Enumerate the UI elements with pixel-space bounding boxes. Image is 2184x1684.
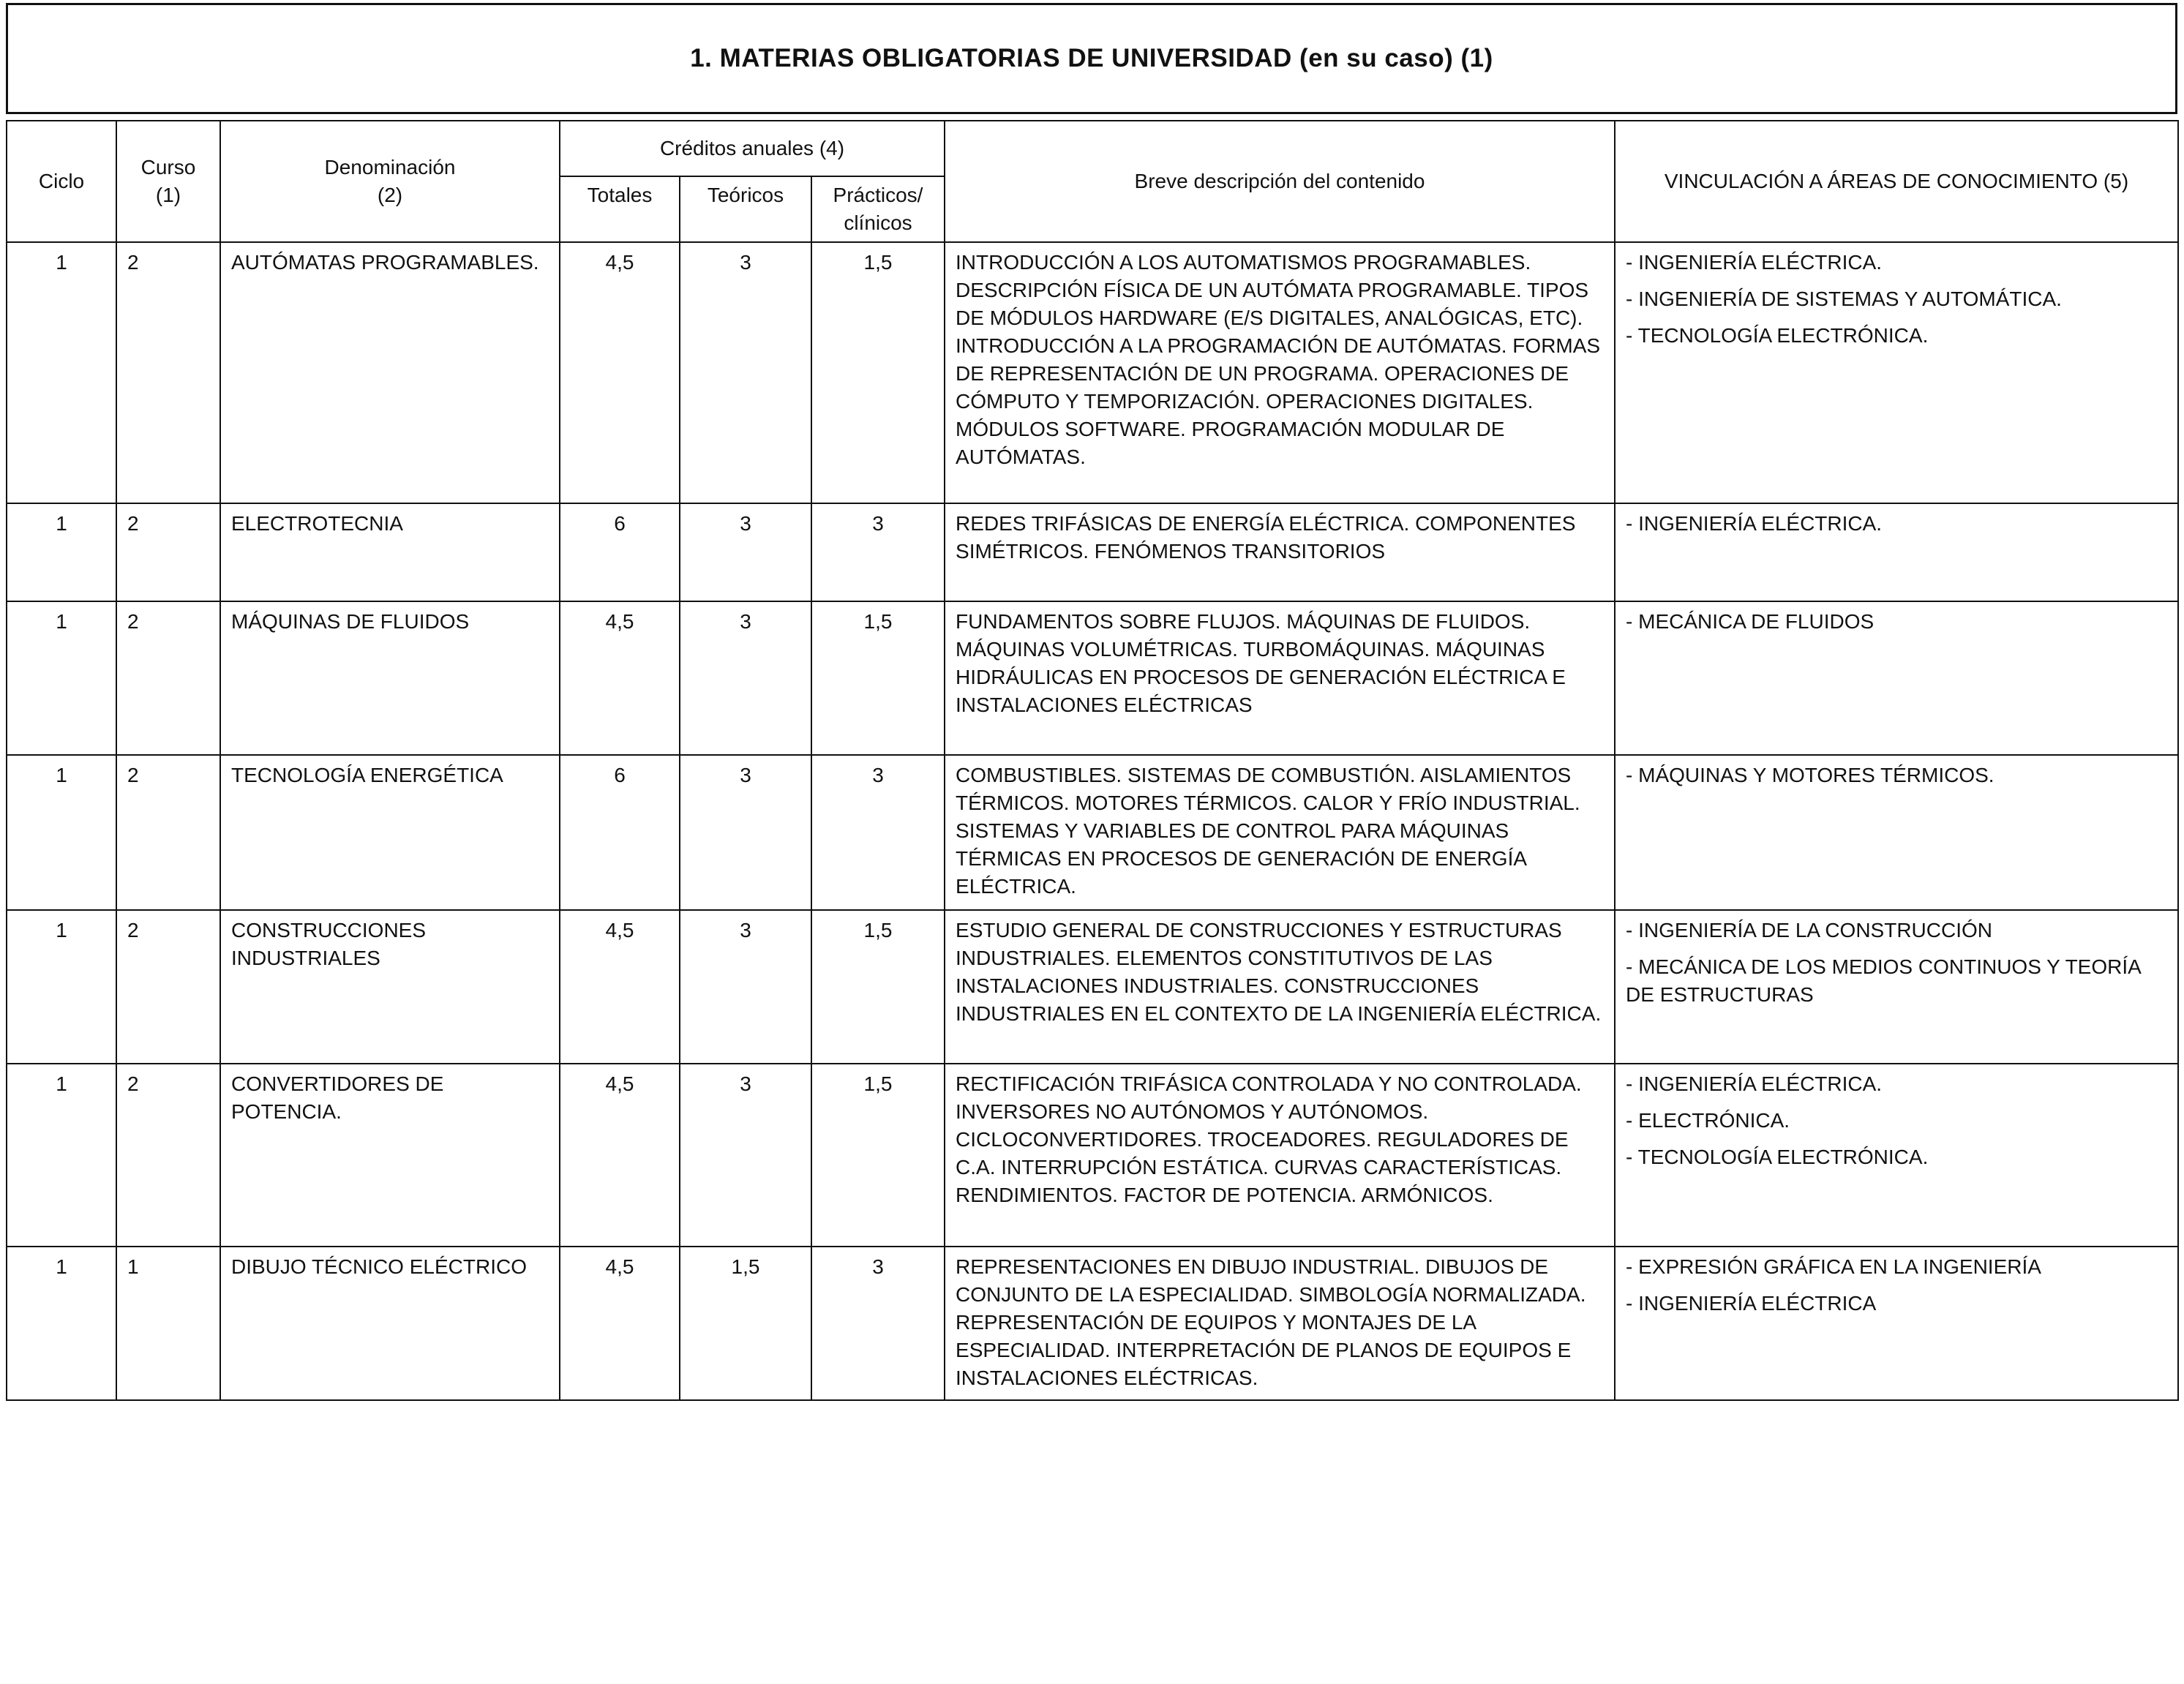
cell-curso: 2 bbox=[116, 910, 220, 1064]
cell-ciclo: 1 bbox=[7, 242, 116, 503]
cell-teoricos: 3 bbox=[680, 242, 811, 503]
cell-ciclo: 1 bbox=[7, 601, 116, 755]
cell-totales: 4,5 bbox=[560, 242, 680, 503]
header-vinculacion: VINCULACIÓN A ÁREAS DE CONOCIMIENTO (5) bbox=[1615, 121, 2178, 242]
cell-denominacion: MÁQUINAS DE FLUIDOS bbox=[220, 601, 560, 755]
cell-descripcion: RECTIFICACIÓN TRIFÁSICA CONTROLADA Y NO CONTROLADA. INVERSORES NO AUTÓNOMOS Y AUTÓNOMOS. CICLOCONVERTIDORES. TROCEADORES. REGULADORES DE C.A. INTERRUPCIÓN ESTÁTICA. CURVAS CARACTERÍSTICAS. RENDIMIENTOS. FACTOR DE POTENCIA. ARMÓNICOS. bbox=[945, 1064, 1615, 1247]
cell-practicos: 1,5 bbox=[811, 1064, 945, 1247]
cell-curso: 2 bbox=[116, 601, 220, 755]
cell-teoricos: 1,5 bbox=[680, 1247, 811, 1400]
header-curso: Curso (1) bbox=[116, 121, 220, 242]
table-row bbox=[7, 503, 2178, 601]
table-row bbox=[7, 1247, 2178, 1400]
cell-denominacion: DIBUJO TÉCNICO ELÉCTRICO bbox=[220, 1247, 560, 1400]
table-body bbox=[7, 242, 2178, 1400]
area-item: - INGENIERÍA DE SISTEMAS Y AUTOMÁTICA. bbox=[1626, 287, 2062, 310]
title-box bbox=[6, 3, 2177, 114]
cell-ciclo: 1 bbox=[7, 503, 116, 601]
cell-denominacion: CONVERTIDORES DE POTENCIA. bbox=[220, 1064, 560, 1247]
cell-curso: 2 bbox=[116, 503, 220, 601]
cell-teoricos: 3 bbox=[680, 601, 811, 755]
cell-practicos: 1,5 bbox=[811, 601, 945, 755]
cell-totales: 4,5 bbox=[560, 1247, 680, 1400]
cell-practicos: 1,5 bbox=[811, 910, 945, 1064]
cell-areas bbox=[1615, 601, 2178, 755]
cell-ciclo: 1 bbox=[7, 910, 116, 1064]
cell-totales: 4,5 bbox=[560, 1064, 680, 1247]
area-item: - MÁQUINAS Y MOTORES TÉRMICOS. bbox=[1626, 764, 1995, 786]
cell-descripcion: COMBUSTIBLES. SISTEMAS DE COMBUSTIÓN. AISLAMIENTOS TÉRMICOS. MOTORES TÉRMICOS. CALOR Y FRÍO INDUSTRIAL. SISTEMAS Y VARIABLES DE CONTROL PARA MÁQUINAS TÉRMICAS EN PROCESOS DE GENERACIÓN DE ENERGÍA ELÉCTRICA. bbox=[945, 755, 1615, 910]
area-item: - INGENIERÍA ELÉCTRICA. bbox=[1626, 1072, 1883, 1095]
header-creditos: Créditos anuales (4) bbox=[560, 121, 945, 176]
cell-teoricos: 3 bbox=[680, 1064, 811, 1247]
header-totales: Totales bbox=[560, 176, 680, 242]
cell-practicos: 3 bbox=[811, 1247, 945, 1400]
cell-ciclo: 1 bbox=[7, 755, 116, 910]
cell-denominacion: ELECTROTECNIA bbox=[220, 503, 560, 601]
header-descripcion: Breve descripción del contenido bbox=[945, 121, 1615, 242]
area-item: - INGENIERÍA ELÉCTRICA. bbox=[1626, 512, 1883, 535]
area-item: - TECNOLOGÍA ELECTRÓNICA. bbox=[1626, 324, 1929, 347]
header-practicos: Prácticos/ clínicos bbox=[811, 176, 945, 242]
cell-curso: 2 bbox=[116, 1064, 220, 1247]
cell-curso: 2 bbox=[116, 242, 220, 503]
header-denominacion: Denominación (2) bbox=[220, 121, 560, 242]
cell-descripcion: ESTUDIO GENERAL DE CONSTRUCCIONES Y ESTRUCTURAS INDUSTRIALES. ELEMENTOS CONSTITUTIVOS DE LAS INSTALACIONES INDUSTRIALES. CONSTRUCCIONES INDUSTRIALES EN EL CONTEXTO DE LA INGENIERÍA ELÉCTRICA. bbox=[945, 910, 1615, 1064]
area-item: - MECÁNICA DE FLUIDOS bbox=[1626, 610, 1875, 633]
area-item: - ELECTRÓNICA. bbox=[1626, 1109, 1790, 1132]
cell-areas bbox=[1615, 755, 2178, 910]
area-item: - INGENIERÍA ELÉCTRICA bbox=[1626, 1292, 1877, 1315]
area-item: - TECNOLOGÍA ELECTRÓNICA. bbox=[1626, 1146, 1929, 1168]
cell-areas bbox=[1615, 910, 2178, 1064]
header-teoricos: Teóricos bbox=[680, 176, 811, 242]
cell-ciclo: 1 bbox=[7, 1064, 116, 1247]
table-row bbox=[7, 242, 2178, 503]
document-page bbox=[6, 3, 2177, 1401]
header-ciclo: Ciclo bbox=[7, 121, 116, 242]
table-header bbox=[7, 121, 2178, 242]
cell-totales: 4,5 bbox=[560, 910, 680, 1064]
cell-descripcion: REDES TRIFÁSICAS DE ENERGÍA ELÉCTRICA. COMPONENTES SIMÉTRICOS. FENÓMENOS TRANSITORIOS bbox=[945, 503, 1615, 601]
area-item: - INGENIERÍA ELÉCTRICA. bbox=[1626, 251, 1883, 274]
cell-denominacion: AUTÓMATAS PROGRAMABLES. bbox=[220, 242, 560, 503]
cell-practicos: 1,5 bbox=[811, 242, 945, 503]
area-item: - EXPRESIÓN GRÁFICA EN LA INGENIERÍA bbox=[1626, 1255, 2041, 1278]
cell-teoricos: 3 bbox=[680, 910, 811, 1064]
page-title: 1. MATERIAS OBLIGATORIAS DE UNIVERSIDAD (en su caso) (1) bbox=[690, 44, 1493, 72]
cell-teoricos: 3 bbox=[680, 755, 811, 910]
cell-curso: 1 bbox=[116, 1247, 220, 1400]
table-row bbox=[7, 1064, 2178, 1247]
cell-ciclo: 1 bbox=[7, 1247, 116, 1400]
cell-areas bbox=[1615, 1064, 2178, 1247]
cell-denominacion: CONSTRUCCIONES INDUSTRIALES bbox=[220, 910, 560, 1064]
cell-areas bbox=[1615, 242, 2178, 503]
cell-practicos: 3 bbox=[811, 503, 945, 601]
cell-practicos: 3 bbox=[811, 755, 945, 910]
cell-areas bbox=[1615, 1247, 2178, 1400]
cell-totales: 4,5 bbox=[560, 601, 680, 755]
area-item: - INGENIERÍA DE LA CONSTRUCCIÓN bbox=[1626, 919, 1992, 941]
area-item: - MECÁNICA DE LOS MEDIOS CONTINUOS Y TEORÍA DE ESTRUCTURAS bbox=[1626, 955, 2141, 1006]
cell-descripcion: INTRODUCCIÓN A LOS AUTOMATISMOS PROGRAMABLES. DESCRIPCIÓN FÍSICA DE UN AUTÓMATA PROGRAMABLE. TIPOS DE MÓDULOS HARDWARE (E/S DIGITALES, ANALÓGICAS, ETC). INTRODUCCIÓN A LA PROGRAMACIÓN DE AUTÓMATAS. FORMAS DE REPRESENTACIÓN DE UN PROGRAMA. OPERACIONES DE CÓMPUTO Y TEMPORIZACIÓN. OPERACIONES DIGITALES. MÓDULOS SOFTWARE. PROGRAMACIÓN MODULAR DE AUTÓMATAS. bbox=[945, 242, 1615, 503]
table-row bbox=[7, 601, 2178, 755]
cell-denominacion: TECNOLOGÍA ENERGÉTICA bbox=[220, 755, 560, 910]
cell-totales: 6 bbox=[560, 503, 680, 601]
cell-areas bbox=[1615, 503, 2178, 601]
cell-teoricos: 3 bbox=[680, 503, 811, 601]
cell-totales: 6 bbox=[560, 755, 680, 910]
cell-descripcion: REPRESENTACIONES EN DIBUJO INDUSTRIAL. DIBUJOS DE CONJUNTO DE LA ESPECIALIDAD. SIMBOLOGÍA NORMALIZADA. REPRESENTACIÓN DE EQUIPOS Y MONTAJES DE LA ESPECIALIDAD. INTERPRETACIÓN DE PLANOS DE EQUIPOS E INSTALACIONES ELÉCTRICAS. bbox=[945, 1247, 1615, 1400]
table-row bbox=[7, 910, 2178, 1064]
cell-descripcion: FUNDAMENTOS SOBRE FLUJOS. MÁQUINAS DE FLUIDOS. MÁQUINAS VOLUMÉTRICAS. TURBOMÁQUINAS. MÁQUINAS HIDRÁULICAS EN PROCESOS DE GENERACIÓN ELÉCTRICA E INSTALACIONES ELÉCTRICAS bbox=[945, 601, 1615, 755]
cell-curso: 2 bbox=[116, 755, 220, 910]
subjects-table bbox=[6, 120, 2179, 1401]
table-row bbox=[7, 755, 2178, 910]
